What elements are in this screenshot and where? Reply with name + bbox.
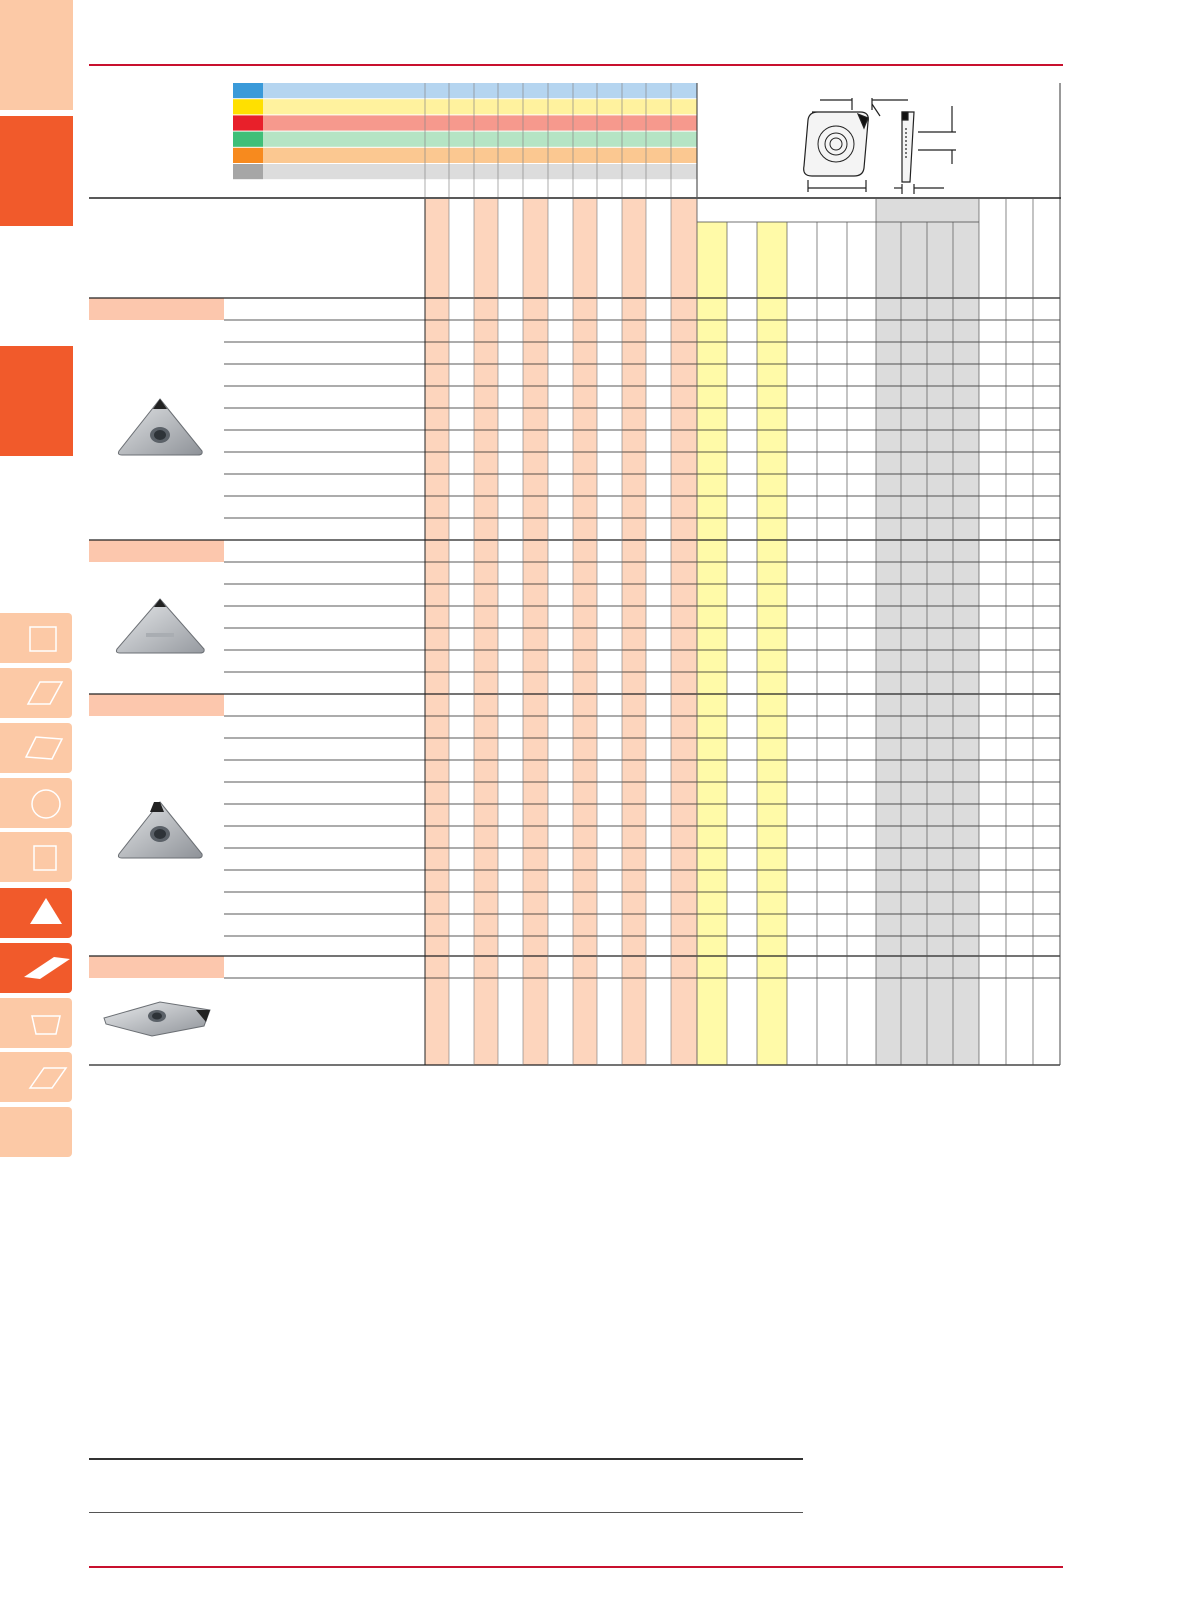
- insert-photo-triangle-hole-2: [112, 798, 208, 864]
- legend-band: [263, 115, 697, 130]
- group-header-band: [89, 694, 224, 716]
- dim-column-shade: [697, 222, 727, 1065]
- insert-side-view: [894, 106, 956, 194]
- insert-photo-triangle-hole: [112, 395, 208, 461]
- legend-band: [263, 148, 697, 163]
- grade-column-shade: [671, 199, 697, 1065]
- dim-column-shade: [757, 222, 787, 1065]
- legend-band: [263, 132, 697, 147]
- group-header-band: [89, 540, 224, 562]
- grade-column-shade: [622, 199, 646, 1065]
- insert-photo-rhombic: [100, 996, 214, 1040]
- grade-column-shade: [523, 199, 548, 1065]
- grade-column-shade: [425, 199, 449, 1065]
- dim-group-shade: [876, 199, 979, 1065]
- group-header-band: [89, 298, 224, 320]
- legend-swatch: [233, 115, 263, 130]
- legend-band: [263, 99, 697, 114]
- grade-column-shade: [573, 199, 597, 1065]
- legend-swatch: [233, 83, 263, 98]
- insert-top-view: [804, 98, 908, 192]
- insert-dimension-diagram: [790, 88, 980, 198]
- legend-swatch: [233, 148, 263, 163]
- legend-swatch: [233, 132, 263, 147]
- insert-photo-triangle-solid: [112, 595, 208, 659]
- legend-band: [263, 164, 697, 179]
- legend-swatch: [233, 164, 263, 179]
- legend-swatch: [233, 99, 263, 114]
- legend-band: [263, 83, 697, 98]
- grade-column-shade: [474, 199, 498, 1065]
- group-header-band: [89, 956, 224, 978]
